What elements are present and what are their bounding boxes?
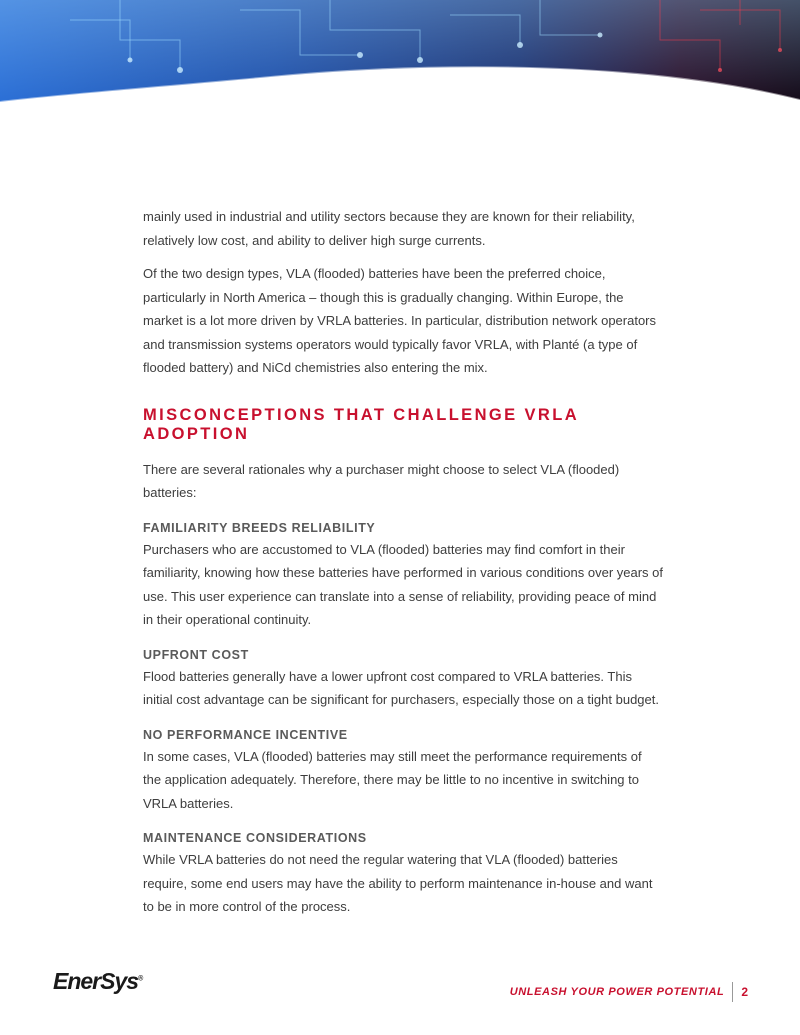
section-heading: MISCONCEPTIONS THAT CHALLENGE VRLA ADOPTION <box>143 405 579 443</box>
header-banner-graphic <box>0 0 800 110</box>
footer-tagline-area <box>510 982 748 1002</box>
logo-registered-mark: ® <box>138 975 143 983</box>
subsection-heading-familiarity: FAMILIARITY BREEDS RELIABILITY <box>143 520 376 535</box>
subsection-text-upfront-cost: Flood batteries generally have a lower upfront cost compared to VRLA batteries. This initial cost advantage can be significant for purchasers, especially those on a tight budget. <box>143 668 659 707</box>
subsection-heading-no-incentive: NO PERFORMANCE INCENTIVE <box>143 727 348 742</box>
enersys-logo <box>53 968 142 995</box>
footer-tagline: UNLEASH YOUR POWER POTENTIAL <box>509 986 725 998</box>
section-intro: There are several rationales why a purchaser might choose to select VLA (flooded) batteries: <box>143 461 620 500</box>
subsection-text-no-incentive: In some cases, VLA (flooded) batteries may still meet the performance requirements of the application adequately. Therefore, there may be little to no incentive in switching to VRLA batteries. <box>143 748 642 811</box>
page-number: 2 <box>741 985 748 999</box>
subsection-heading-upfront-cost: UPFRONT COST <box>143 647 249 662</box>
subsection-text-familiarity: Purchasers who are accustomed to VLA (flooded) batteries may find comfort in their familiarity, knowing how these batteries have performed in various conditions over years of use. This user experience can translate into a sense of reliability, providing peace of mind in their operational continuity. <box>143 541 664 627</box>
intro-paragraph-1: mainly used in industrial and utility sectors because they are known for their reliability, relatively low cost, and ability to deliver high surge currents. <box>143 209 635 248</box>
logo-text: EnerSys <box>53 968 139 994</box>
subsection-text-maintenance: While VRLA batteries do not need the regular watering that VLA (flooded) batteries require, some end users may have the ability to perform maintenance in-house and want to be in more control of the process. <box>143 852 653 914</box>
intro-paragraph-2: Of the two design types, VLA (flooded) batteries have been the preferred choice, particularly in North America – though this is gradually changing. Within Europe, the market is a lot more driven by VRLA batteries. In particular, distribution network operators and transmission systems operators would typically favor VRLA, with Planté (a type of flooded battery) and NiCd chemistries also entering the mix. <box>143 266 657 375</box>
footer-divider <box>732 982 733 1002</box>
main-content <box>143 205 663 929</box>
subsection-heading-maintenance: MAINTENANCE CONSIDERATIONS <box>143 831 367 845</box>
